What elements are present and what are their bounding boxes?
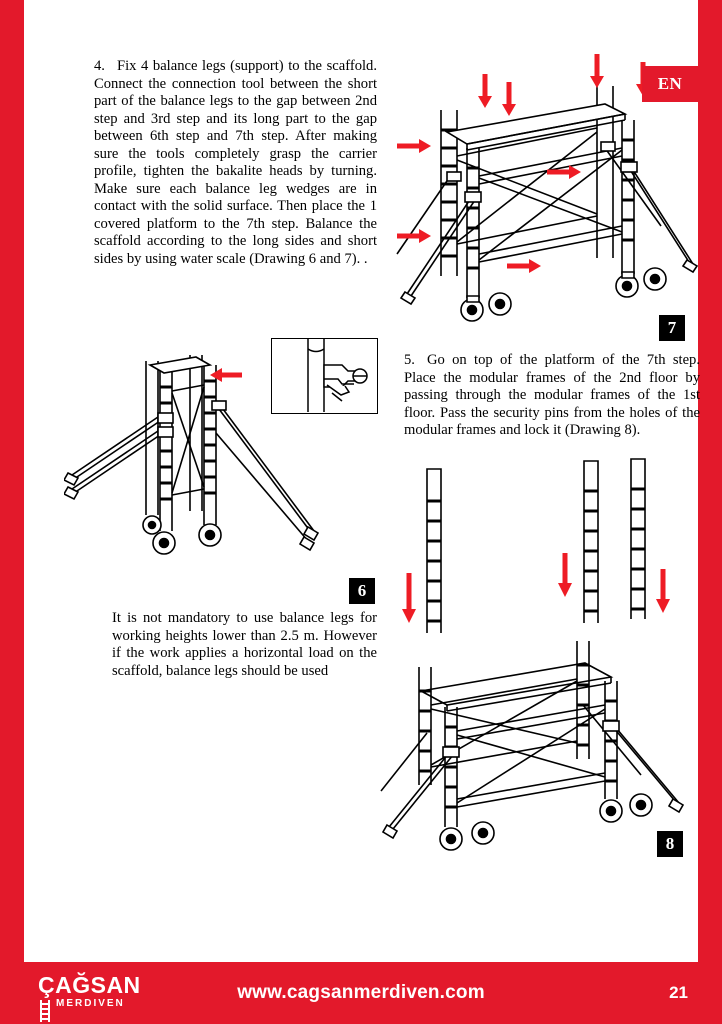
figure-drawing-8 — [379, 455, 699, 865]
left-red-margin — [0, 0, 24, 1024]
step-5-body: Go on top of the platform of the 7th step. Place the modular frames of the 2nd floor by passing through the modular frames of the 1st floor. Pass the security pins from the holes of the modular frames and lock it (Drawing 8). — [404, 352, 700, 438]
brand-tagline: MERDIVEN — [56, 998, 125, 1009]
footer-website-url[interactable]: www.cagsanmerdiven.com — [237, 982, 485, 1003]
step-4-paragraph — [94, 58, 377, 268]
step-5-number: 5. — [404, 352, 415, 368]
right-red-margin — [698, 0, 722, 1024]
callout-arrows — [397, 54, 650, 273]
figure-badge-6: 6 — [349, 578, 375, 604]
figure-badge-8: 8 — [657, 831, 683, 857]
page-number: 21 — [669, 983, 688, 1002]
step-4-body: Fix 4 balance legs (support) to the scaffold. Connect the connection tool between the short part of the balance legs to the gap between 2nd step and 3rd step and its long part to the gap between 6th step and 7th step. After making sure the tools completely grasp the carrier profile, tighten the bakalite heads by turning. Make sure each balance leg wedges are in contact with the solid surface. Then place the 1 covered platform to the 7th step. Balance the scaffold according to the long sides and short sides by using water scale (Drawing 6 and 7). . — [94, 58, 377, 267]
step-5-paragraph — [404, 352, 700, 440]
page-footer — [0, 962, 722, 1024]
note-paragraph: It is not mandatory to use balance legs for working heights lower than 2.5 m. However if the work applies a horizontal load on the scaffold, balance legs should be used — [112, 610, 377, 679]
language-tab-en[interactable]: EN — [642, 66, 698, 102]
page-content — [24, 0, 698, 1024]
figure-badge-7: 7 — [659, 315, 685, 341]
connection-tool-detail-inset — [271, 338, 378, 414]
brand-name: ÇAĞSAN — [38, 972, 141, 998]
step-4-number: 4. — [94, 58, 105, 74]
